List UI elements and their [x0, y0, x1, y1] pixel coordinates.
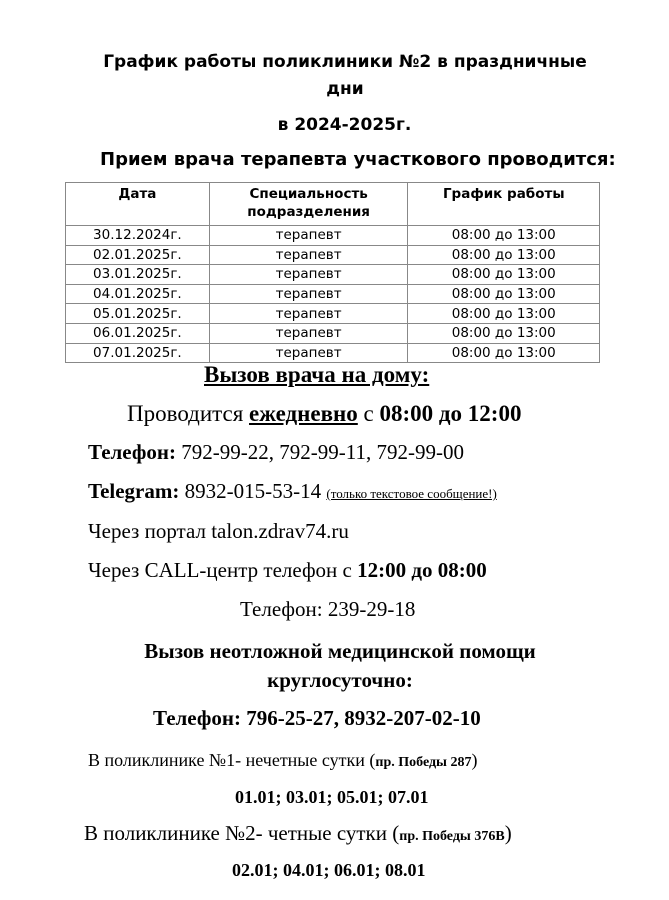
cell-hours: 08:00 до 13:00 — [408, 245, 600, 265]
cell-date: 06.01.2025г. — [66, 323, 210, 343]
clinic1-days: 01.01; 03.01; 05.01; 07.01 — [235, 787, 429, 807]
emergency-line-2: круглосуточно: — [267, 668, 413, 692]
cell-hours: 08:00 до 13:00 — [408, 265, 600, 285]
phone-label: Телефон: — [88, 440, 177, 464]
callcenter-prefix: Через CALL-центр телефон с — [88, 558, 352, 582]
clinic2-suffix: ) — [504, 821, 512, 845]
cell-specialty: терапевт — [209, 245, 408, 265]
clinic2-line — [84, 821, 512, 846]
header-date: Дата — [66, 183, 210, 226]
home-call-phone — [88, 440, 464, 465]
header-specialty: Специальность подразделения — [209, 183, 408, 226]
cell-specialty: терапевт — [209, 265, 408, 285]
daily-prefix: Проводится — [127, 401, 244, 426]
table-row — [66, 304, 600, 324]
emergency-phone: Телефон: 796-25-27, 8932-207-02-10 — [153, 706, 481, 730]
cell-specialty: терапевт — [209, 284, 408, 304]
home-call-telegram — [88, 479, 497, 504]
home-call-daily — [127, 401, 521, 427]
callcenter-phone: Телефон: 239-29-18 — [240, 597, 416, 621]
schedule-table — [65, 182, 600, 363]
emergency-line-1: Вызов неотложной медицинской помощи — [144, 639, 536, 663]
therapist-heading: Прием врача терапевта участкового проводится: — [100, 149, 616, 170]
cell-specialty: терапевт — [209, 304, 408, 324]
title-line-2: дни — [326, 79, 364, 99]
table-row — [66, 284, 600, 304]
telegram-number: 8932-015-53-14 — [184, 479, 322, 503]
telegram-note: (только текстовое сообщение!) — [326, 486, 497, 501]
clinic1-prefix: В поликлинике №1- нечетные сутки ( — [88, 750, 376, 770]
header-schedule: График работы — [408, 183, 600, 226]
cell-date: 04.01.2025г. — [66, 284, 210, 304]
telegram-label: Telegram: — [88, 479, 180, 503]
cell-specialty: терапевт — [209, 343, 408, 363]
clinic1-address: пр. Победы 287 — [375, 755, 472, 770]
cell-date: 02.01.2025г. — [66, 245, 210, 265]
cell-hours: 08:00 до 13:00 — [408, 304, 600, 324]
cell-date: 03.01.2025г. — [66, 265, 210, 285]
table-row — [66, 343, 600, 363]
phone-numbers: 792-99-22, 792-99-11, 792-99-00 — [181, 440, 464, 464]
home-call-heading: Вызов врача на дому: — [204, 362, 430, 387]
cell-specialty: терапевт — [209, 226, 408, 246]
table-row — [66, 245, 600, 265]
page-title — [100, 49, 590, 103]
clinic2-address: пр. Победы 376В — [399, 829, 505, 844]
daily-time: 08:00 до 12:00 — [379, 401, 522, 426]
cell-hours: 08:00 до 13:00 — [408, 226, 600, 246]
clinic2-prefix: В поликлинике №2- четные сутки ( — [84, 821, 400, 845]
clinic2-days: 02.01; 04.01; 06.01; 08.01 — [232, 860, 426, 880]
title-line-1: График работы поликлиники №2 в праздничные — [103, 52, 587, 72]
daily-word: ежедневно — [249, 401, 358, 426]
table-row — [66, 265, 600, 285]
home-call-callcenter — [88, 558, 487, 583]
table-header-row — [66, 183, 600, 226]
daily-mid: с — [363, 401, 374, 426]
clinic1-suffix: ) — [471, 750, 478, 770]
title-years: в 2024-2025г. — [277, 115, 412, 135]
cell-hours: 08:00 до 13:00 — [408, 323, 600, 343]
table-row — [66, 226, 600, 246]
emergency-heading — [100, 637, 580, 695]
cell-hours: 08:00 до 13:00 — [408, 284, 600, 304]
cell-specialty: терапевт — [209, 323, 408, 343]
cell-date: 05.01.2025г. — [66, 304, 210, 324]
callcenter-time: 12:00 до 08:00 — [357, 558, 487, 582]
cell-date: 30.12.2024г. — [66, 226, 210, 246]
table-row — [66, 323, 600, 343]
home-call-portal: Через портал talon.zdrav74.ru — [88, 519, 349, 543]
clinic1-line — [88, 750, 478, 771]
cell-date: 07.01.2025г. — [66, 343, 210, 363]
cell-hours: 08:00 до 13:00 — [408, 343, 600, 363]
